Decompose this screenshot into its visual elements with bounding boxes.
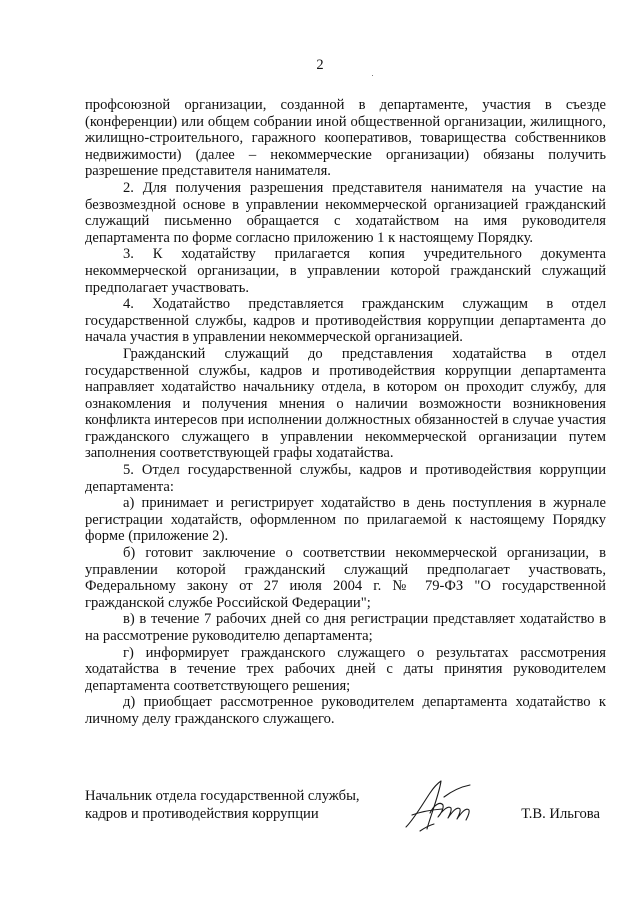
paragraph-7-item-a: а) принимает и регистрирует ходатайство в день поступления в журнале регистрации ходатайств, оформленном по прилагаемой к настоящему Порядку форме (приложение 2). [85, 495, 606, 545]
paragraph-2: 2. Для получения разрешения представителя нанимателя на участие на безвозмездной основе в управлении некоммерческой организацией гражданский служащий письменно обращается с ходатайством на имя руководителя департамента по форме согласно приложению 1 к настоящему Порядку. [85, 179, 606, 246]
paragraph-5: Гражданский служащий до представления ходатайства в отдел государственной службы, кадров и противодействия коррупции департамента направляет ходатайство начальнику отдела, в котором он проходит службу, для ознакомления и получения мнения о наличии возможности возникновения конфликта интересов при исполнении должностных обязанностей в случае участия гражданского служащего в управлении некоммерческой организации путем заполнения соответствующей графы ходатайства. [85, 345, 606, 462]
page-number: 2 [316, 57, 324, 73]
signatory-title-line-2: кадров и противодействия коррупции [85, 806, 319, 822]
paragraph-3: 3. К ходатайству прилагается копия учредительного документа некоммерческой организации, в управлении которой гражданский служащий предполагает участвовать. [85, 246, 606, 296]
paragraph-8-item-b: б) готовит заключение о соответствии некоммерческой организации, в управлении которой гражданский служащий предполагает участвовать, Федеральному закону от 27 июля 2004 г. № 79-ФЗ "О государственной гражданской службе Российской Федерации"; [85, 545, 606, 611]
paragraph-4: 4. Ходатайство представляется гражданским служащим в отдел государственной службы, кадров и противодействия коррупции департамента до начала участия в управлении некоммерческой организацией. [85, 296, 606, 346]
paragraph-10-item-g: г) информирует гражданского служащего о результатах рассмотрения ходатайства в течение трех рабочих дней с даты принятия руководителем департамента соответствующего решения; [85, 644, 606, 694]
handwritten-signature-icon [400, 775, 490, 837]
scan-speck [372, 75, 373, 76]
signatory-title [85, 787, 360, 823]
paragraph-6: 5. Отдел государственной службы, кадров и противодействия коррупции департамента: [85, 462, 606, 495]
signatory-name: Т.В. Ильгова [521, 806, 600, 822]
paragraph-9-item-v: в) в течение 7 рабочих дней со дня регистрации представляет ходатайство в на рассмотрение руководителю департамента; [85, 611, 606, 644]
signatory-title-line-1: Начальник отдела государственной службы, [85, 788, 360, 804]
document-body [85, 97, 606, 728]
paragraph-1: профсоюзной организации, созданной в департаменте, участия в съезде (конференции) или общем собрании иной общественной организации, жилищного, жилищно-строительного, гаражного кооперативов, товарищества собственников недвижимости) (далее – некоммерческие организации) обязаны получить разрешение представителя нанимателя. [85, 97, 606, 180]
signature-block [85, 787, 606, 847]
paragraph-11-item-d: д) приобщает рассмотренное руководителем департамента ходатайство к личному делу гражданского служащего. [85, 694, 606, 727]
